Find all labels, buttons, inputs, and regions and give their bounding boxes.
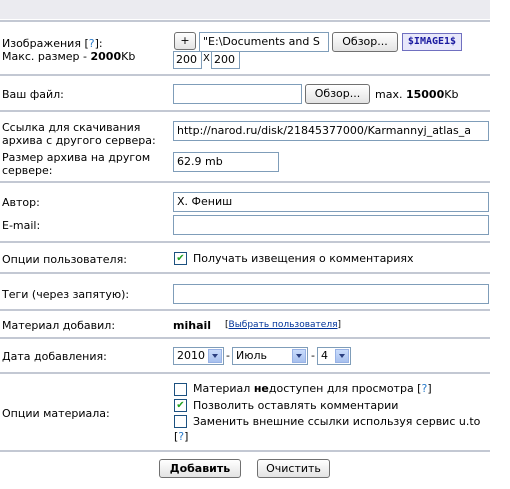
add-image-button[interactable]: + <box>174 32 196 50</box>
separator <box>0 20 490 22</box>
separator <box>0 110 490 112</box>
images-max-size: Макс. размер - 2000Kb <box>2 50 136 63</box>
added-by-user: mihail <box>173 319 212 332</box>
file-input[interactable] <box>173 84 302 104</box>
separator <box>0 372 490 374</box>
month-select[interactable]: Июль <box>232 347 308 365</box>
images-help-link[interactable]: ? <box>88 37 95 50</box>
separator <box>0 337 490 339</box>
archive-link-label: Ссылка для скачивания архива с другого сервера: <box>2 121 156 147</box>
archive-size-label: Размер архива на другом сервере: <box>2 151 151 177</box>
add-button[interactable]: Добавить <box>159 459 241 478</box>
file-browse-button[interactable]: Обзор... <box>305 84 370 104</box>
separator <box>0 74 490 76</box>
replace-links-label: Заменить внешние ссылки используя сервис u.to <box>193 415 481 428</box>
user-options-label: Опции пользователя: <box>2 253 127 266</box>
date-label: Дата добавления: <box>2 350 107 363</box>
year-select[interactable]: 2010 <box>173 347 224 365</box>
replace-links-help-link[interactable]: ? <box>178 430 185 443</box>
image-browse-button[interactable]: Обзор... <box>332 32 398 52</box>
notify-label: Получать извещения о комментариях <box>193 252 414 265</box>
times-sign: X <box>203 53 210 64</box>
separator <box>0 450 490 452</box>
images-label: Изображения [?]: <box>2 37 103 50</box>
email-label: E-mail: <box>2 219 41 232</box>
archive-size-input[interactable]: 62.9 mb <box>173 152 279 172</box>
file-label: Ваш файл: <box>2 88 64 101</box>
tags-input[interactable] <box>173 284 489 304</box>
day-select[interactable]: 4 <box>317 347 351 365</box>
file-max-size: max. 15000Kb <box>375 88 459 101</box>
separator <box>0 272 490 274</box>
date-dash: - <box>226 349 230 362</box>
chevron-down-icon <box>208 349 222 363</box>
notify-checkbox[interactable]: ✔ <box>174 252 187 265</box>
image-width-input[interactable]: 200 <box>173 51 202 69</box>
allow-comments-checkbox[interactable]: ✔ <box>174 399 187 412</box>
archive-link-input[interactable]: http://narod.ru/disk/21845377000/Karmannyj_atlas_a <box>173 121 489 141</box>
top-bar <box>0 0 490 19</box>
unavailable-checkbox[interactable] <box>174 383 187 396</box>
chevron-down-icon <box>335 349 349 363</box>
unavailable-help-link[interactable]: ? <box>421 382 428 395</box>
author-input[interactable]: Х. Фениш <box>173 192 489 212</box>
image-file-input[interactable]: "E:\Documents and S <box>199 32 329 52</box>
date-dash: - <box>311 349 315 362</box>
tags-label: Теги (через запятую): <box>2 288 130 301</box>
replace-links-help: [?] <box>174 430 189 443</box>
chevron-down-icon <box>292 349 306 363</box>
select-user-link[interactable]: Выбрать пользователя <box>228 320 338 330</box>
separator <box>0 181 490 183</box>
replace-links-checkbox[interactable] <box>174 415 187 428</box>
separator <box>0 309 490 311</box>
unavailable-label: Материал недоступен для просмотра [?] <box>193 382 432 395</box>
material-options-label: Опции материала: <box>2 407 110 420</box>
select-user: [Выбрать пользователя] <box>225 320 342 330</box>
email-input[interactable] <box>173 215 489 235</box>
allow-comments-label: Позволить оставлять комментарии <box>193 399 399 412</box>
image-height-input[interactable]: 200 <box>211 51 240 69</box>
image-tag-button[interactable]: $IMAGE1$ <box>402 33 462 51</box>
separator <box>0 241 490 243</box>
author-label: Автор: <box>2 196 40 209</box>
added-by-label: Материал добавил: <box>2 319 116 332</box>
clear-button[interactable]: Очистить <box>257 459 330 478</box>
